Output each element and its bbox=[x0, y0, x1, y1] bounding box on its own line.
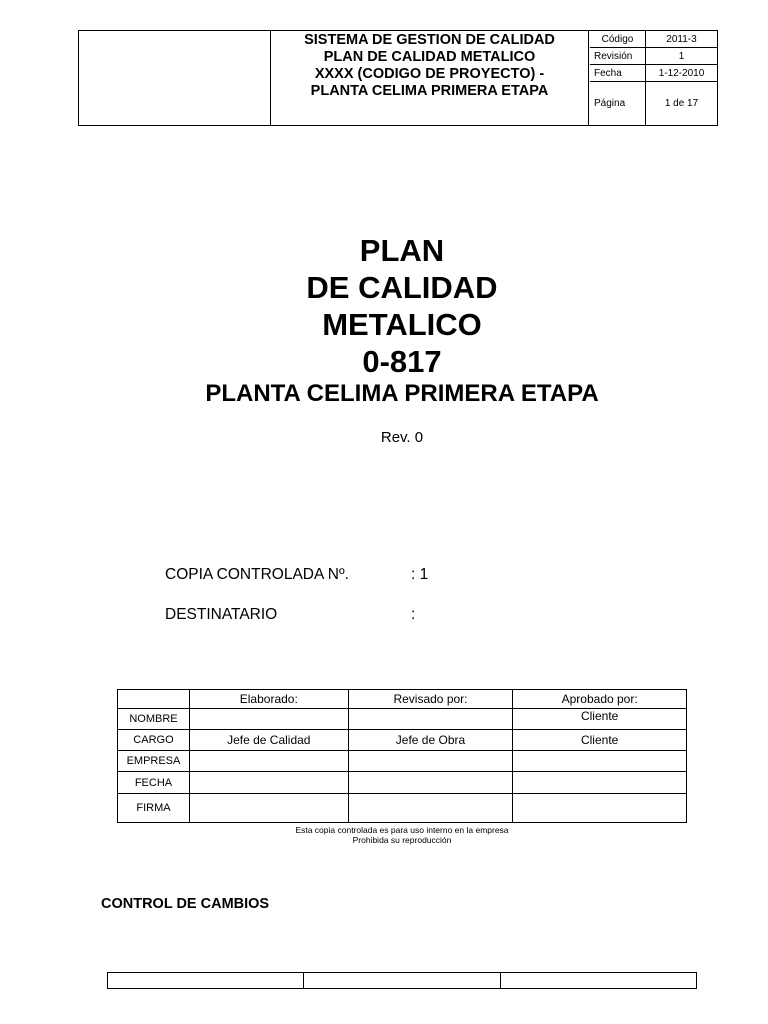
meta-codigo-value: 2011-3 bbox=[666, 33, 697, 45]
approval-row-label: CARGO bbox=[118, 730, 190, 751]
approval-cell bbox=[189, 751, 348, 772]
control-de-cambios-cell bbox=[108, 973, 304, 989]
meta-codigo-label: Código bbox=[590, 31, 646, 47]
document-header bbox=[78, 30, 718, 126]
approval-row-label: FIRMA bbox=[118, 794, 190, 823]
approval-cell bbox=[189, 709, 348, 730]
meta-fecha bbox=[590, 65, 717, 82]
approval-row-label: FECHA bbox=[118, 772, 190, 794]
approval-cell: Jefe de Obra bbox=[348, 730, 513, 751]
control-de-cambios-row bbox=[108, 973, 697, 989]
approval-row-cargo bbox=[118, 730, 687, 751]
meta-revision bbox=[590, 48, 717, 65]
copy-note bbox=[117, 825, 687, 845]
main-title-line-3: METALICO bbox=[322, 307, 482, 342]
destinatario-value: : bbox=[411, 606, 416, 623]
control-de-cambios-cell bbox=[500, 973, 696, 989]
main-title bbox=[0, 232, 768, 380]
copia-controlada-field bbox=[165, 566, 429, 584]
copia-controlada-value: : 1 bbox=[411, 566, 429, 583]
header-title-line-1: SISTEMA DE GESTION DE CALIDAD bbox=[304, 32, 555, 48]
header-title-line-4: PLANTA CELIMA PRIMERA ETAPA bbox=[310, 83, 549, 99]
main-title-line-4: 0-817 bbox=[362, 344, 442, 379]
meta-fecha-label: Fecha bbox=[590, 65, 646, 81]
approval-col-aprobado: Aprobado por: bbox=[513, 690, 687, 709]
header-title-line-3: XXXX (CODIGO DE PROYECTO) - bbox=[314, 66, 545, 82]
approval-cell bbox=[348, 751, 513, 772]
main-title-line-1: PLAN bbox=[359, 233, 445, 268]
approval-cell: Cliente bbox=[513, 709, 687, 730]
control-de-cambios-title: CONTROL DE CAMBIOS bbox=[101, 896, 270, 912]
header-title-line-2: PLAN DE CALIDAD METALICO bbox=[323, 49, 536, 65]
meta-codigo bbox=[590, 31, 717, 48]
approval-cell bbox=[513, 751, 687, 772]
destinatario-label: DESTINATARIO bbox=[165, 606, 278, 623]
control-de-cambios-cell bbox=[304, 973, 500, 989]
approval-col-revisado: Revisado por: bbox=[348, 690, 513, 709]
copy-note-line-2: Prohibida su reproducción bbox=[352, 835, 452, 845]
approval-cell bbox=[348, 772, 513, 794]
approval-cell: Cliente bbox=[513, 730, 687, 751]
approval-cell bbox=[189, 772, 348, 794]
logo-placeholder bbox=[79, 31, 271, 125]
approval-cell bbox=[189, 794, 348, 823]
meta-pagina-label: Página bbox=[590, 82, 646, 125]
main-subtitle: PLANTA CELIMA PRIMERA ETAPA bbox=[205, 380, 599, 407]
meta-revision-value: 1 bbox=[678, 50, 685, 62]
meta-fecha-value: 1-12-2010 bbox=[658, 67, 705, 79]
approval-cell bbox=[348, 794, 513, 823]
approval-row-empresa bbox=[118, 751, 687, 772]
approval-row-label: NOMBRE bbox=[118, 709, 190, 730]
approval-cell bbox=[348, 709, 513, 730]
approval-cell bbox=[513, 794, 687, 823]
control-de-cambios-table bbox=[107, 972, 697, 989]
revision-label: Rev. 0 bbox=[380, 429, 424, 446]
approval-row-nombre bbox=[118, 709, 687, 730]
meta-pagina-value: 1 de 17 bbox=[664, 98, 699, 109]
approval-header-row bbox=[118, 690, 687, 709]
destinatario-field bbox=[165, 606, 416, 624]
approval-corner-cell bbox=[118, 690, 190, 709]
meta-revision-label: Revisión bbox=[590, 48, 646, 64]
approval-cell bbox=[513, 772, 687, 794]
main-title-line-2: DE CALIDAD bbox=[306, 270, 498, 305]
copia-controlada-label: COPIA CONTROLADA Nº. bbox=[165, 566, 349, 583]
approval-row-fecha bbox=[118, 772, 687, 794]
approval-cell: Jefe de Calidad bbox=[189, 730, 348, 751]
approval-row-label: EMPRESA bbox=[118, 751, 190, 772]
approval-col-elaborado: Elaborado: bbox=[189, 690, 348, 709]
meta-pagina bbox=[590, 82, 717, 125]
approval-row-firma bbox=[118, 794, 687, 823]
copy-note-line-1: Esta copia controlada es para uso interno en la empresa bbox=[295, 825, 509, 835]
document-meta bbox=[590, 31, 717, 125]
header-title bbox=[271, 31, 589, 125]
approval-table bbox=[117, 689, 687, 823]
